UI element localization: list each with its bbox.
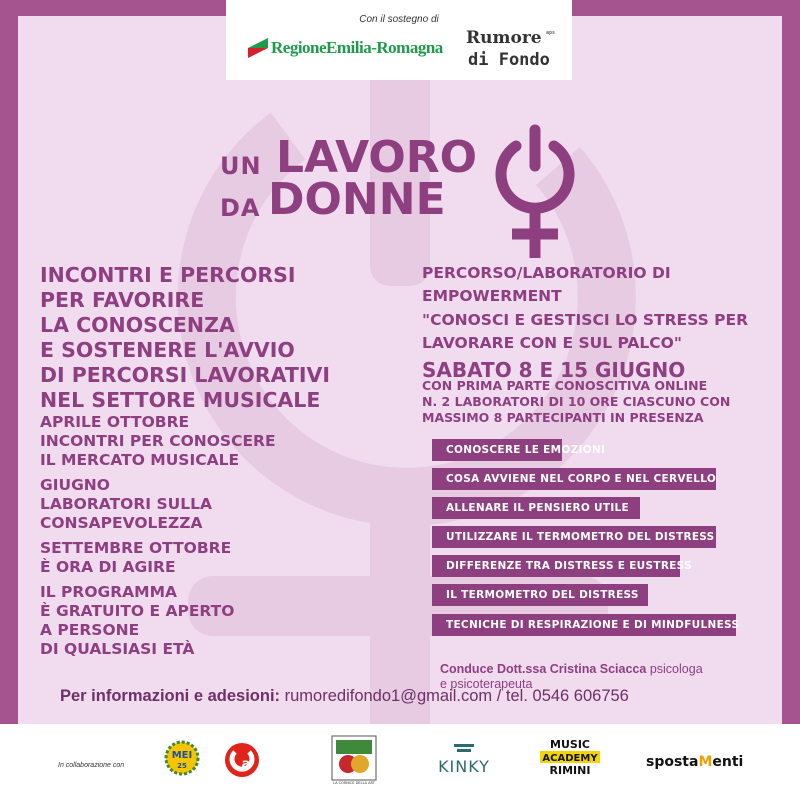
program-note-line: DI QUALSIASI ETÀ (40, 640, 195, 658)
workshop-heading-line: EMPOWERMENT (422, 287, 562, 305)
schedule-line: SETTEMBRE OTTOBRE (40, 539, 232, 557)
title-word-un: UN (220, 152, 262, 180)
contact-info (60, 687, 629, 706)
topic-pill: CONOSCERE LE EMOZIONI (432, 439, 562, 461)
program-note-line: IL PROGRAMMA (40, 583, 178, 601)
svg-text:MEI: MEI (171, 750, 193, 761)
casa-logo (222, 740, 262, 780)
workshop-detail-line: CON PRIMA PARTE CONOSCITIVA ONLINE (422, 378, 708, 393)
schedule-line: LABORATORI SULLA (40, 495, 212, 513)
intro-line: DI PERCORSI LAVORATIVI (40, 363, 331, 387)
workshop-date: SABATO 8 E 15 GIUGNO (422, 358, 686, 382)
svg-text:25: 25 (177, 762, 187, 770)
title-word-da: DA (220, 194, 261, 222)
title-word-lavoro: LAVORO (276, 132, 478, 183)
svg-text:RIMINI: RIMINI (549, 764, 591, 777)
mei-logo (162, 738, 202, 782)
sponsor-box (226, 0, 572, 80)
regione-emilia-romagna-logo: RegioneEmilia-Romagna (248, 34, 443, 62)
svg-text:ACADEMY: ACADEMY (542, 753, 598, 764)
spostamenti-logo (644, 746, 754, 776)
schedule-line: APRILE OTTOBRE (40, 413, 190, 431)
schedule-line: IL MERCATO MUSICALE (40, 451, 240, 469)
topic-pill: TECNICHE DI RESPIRAZIONE E DI MINDFULNESS (432, 614, 736, 636)
workshop-heading-line: "CONOSCI E GESTISCI LO STRESS PER (422, 311, 749, 329)
intro-line: INCONTRI E PERCORSI (40, 263, 296, 287)
conduce-credit (440, 662, 703, 691)
topic-pill: UTILIZZARE IL TERMOMETRO DEL DISTRESS (432, 526, 716, 548)
music-academy-rimini-logo (530, 736, 610, 782)
program-note-line: A PERSONE (40, 621, 140, 639)
title-word-donne: DONNE (268, 174, 446, 225)
program-note-line: È GRATUITO E APERTO (40, 602, 235, 620)
schedule-line: È ORA DI AGIRE (40, 558, 176, 576)
contact-phone: / tel. 0546 606756 (496, 687, 629, 705)
topic-pill: DIFFERENZE TRA DISTRESS E EUSTRESS (432, 555, 680, 577)
sponsor-caption: Con il sostegno di (359, 14, 439, 25)
collab-label: In collaborazione con (58, 762, 125, 769)
rumore-di-fondo-logo: Rumore aps di Fondo (466, 28, 556, 70)
contact-label: Per informazioni e adesioni: (60, 687, 281, 705)
workshop-heading-line: LAVORARE CON E SUL PALCO" (422, 334, 682, 352)
conduce-name: Dott.ssa Cristina Sciacca (496, 662, 647, 676)
svg-text:MUSIC: MUSIC (550, 738, 590, 751)
content-panel (18, 16, 782, 724)
venus-power-icon (490, 124, 580, 264)
cornice-logo (330, 734, 378, 786)
svg-text:spostaMenti: spostaMenti (646, 754, 744, 770)
svg-text:a: a (241, 757, 251, 772)
conduce-role: psicologa (649, 662, 703, 676)
schedule-line: CONSAPEVOLEZZA (40, 514, 203, 532)
topic-pill: COSA AVVIENE NEL CORPO E NEL CERVELLO (432, 468, 716, 490)
schedule-line: GIUGNO (40, 476, 110, 494)
footer-partners (0, 724, 800, 800)
conduce-prefix: Conduce (440, 662, 494, 676)
workshop-detail-line: N. 2 LABORATORI DI 10 ORE CIASCUNO CON (422, 394, 731, 409)
intro-line: PER FAVORIRE (40, 288, 205, 312)
workshop-detail-line: MASSIMO 8 PARTECIPANTI IN PRESENZA (422, 410, 704, 425)
intro-line: E SOSTENERE L'AVVIO (40, 338, 295, 362)
intro-line: LA CONOSCENZA (40, 313, 235, 337)
schedule-line: INCONTRI PER CONOSCERE (40, 432, 276, 450)
workshop-heading-line: PERCORSO/LABORATORIO DI (422, 264, 671, 282)
svg-text:LA CORNICE DELLA ART: LA CORNICE DELLA ART (333, 781, 375, 785)
topic-pill: IL TERMOMETRO DEL DISTRESS (432, 584, 648, 606)
conduce-role-continued: e psicoterapeuta (440, 677, 533, 691)
topic-pill: ALLENARE IL PENSIERO UTILE (432, 497, 640, 519)
contact-email[interactable]: rumoredifondo1@gmail.com (284, 687, 493, 705)
svg-text:KINKY: KINKY (438, 757, 490, 776)
intro-line: NEL SETTORE MUSICALE (40, 388, 321, 412)
kinky-logo (424, 742, 504, 782)
region-flag-icon (248, 38, 268, 58)
